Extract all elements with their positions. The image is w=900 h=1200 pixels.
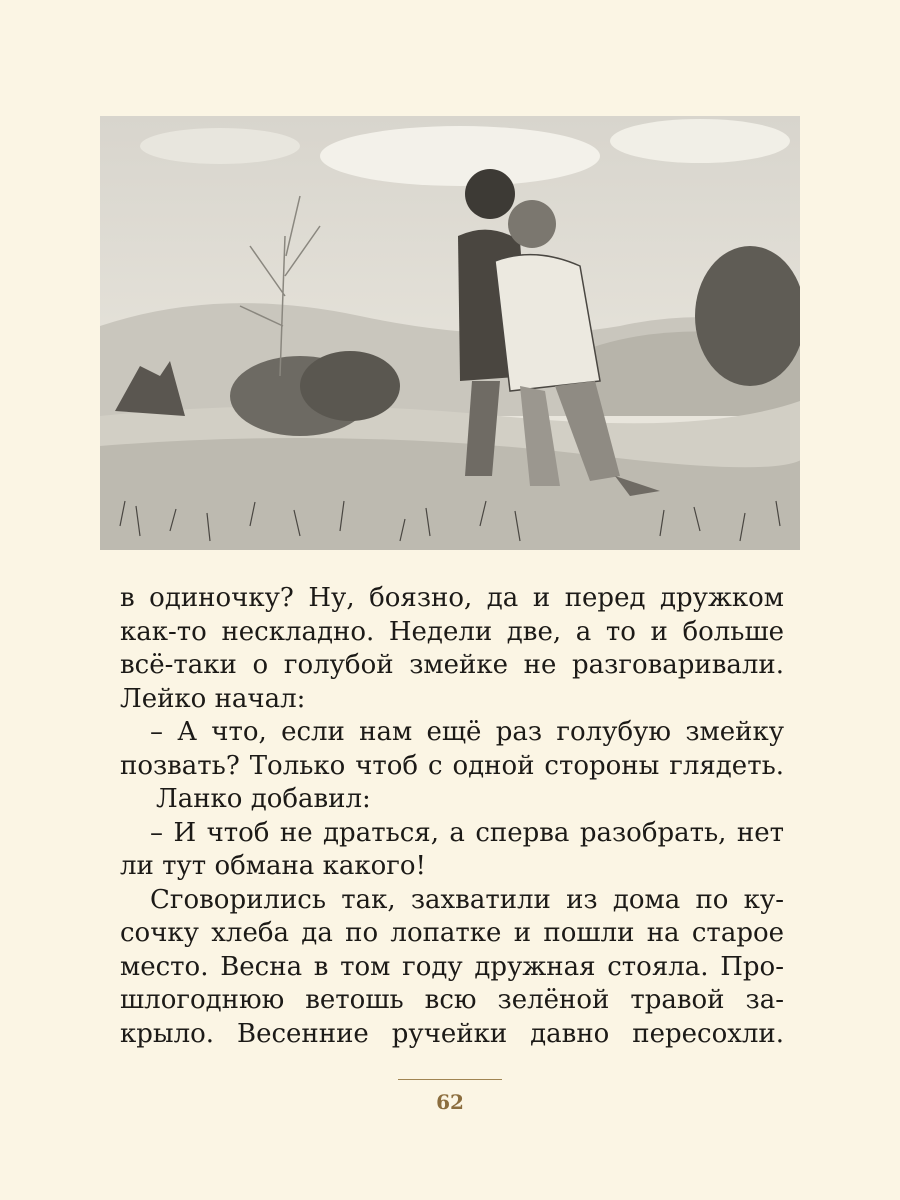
text-line: – А что, если нам ещё раз голубую змейку xyxy=(150,717,784,747)
text-line: сочку хлеба да по лопатке и пошли на старое xyxy=(120,918,784,948)
text-line: крыло. Весенние ручейки давно пересохли. xyxy=(120,1018,784,1049)
text-line: как-то нескладно. Недели две, а то и больше xyxy=(120,616,784,647)
text-line: место. Весна в том году дружная стояла. Про- xyxy=(120,951,784,982)
text-line: Ланко добавил: xyxy=(156,784,371,814)
text-line: – И чтоб не драться, а сперва разобрать, нет xyxy=(150,817,784,848)
two-boys-sketch xyxy=(100,116,800,550)
illustration xyxy=(100,116,800,550)
text-line: Сговорились так, захватили из дома по ку- xyxy=(150,884,784,915)
body-text xyxy=(120,582,784,1051)
text-line: всё-таки о голубой змейке не разговаривали. xyxy=(120,650,784,680)
text-line: позвать? Только чтоб с одной стороны глядеть. xyxy=(120,750,784,781)
page-number-rule xyxy=(398,1079,502,1080)
text-line: шлогоднюю ветошь всю зелёной травой за- xyxy=(120,985,784,1015)
page-number: 62 xyxy=(436,1090,464,1114)
text-line: в одиночку? Ну, боязно, да и перед дружком xyxy=(120,583,784,613)
text-line: Лейко начал: xyxy=(120,683,306,714)
text-line: ли тут обмана какого! xyxy=(120,851,426,881)
